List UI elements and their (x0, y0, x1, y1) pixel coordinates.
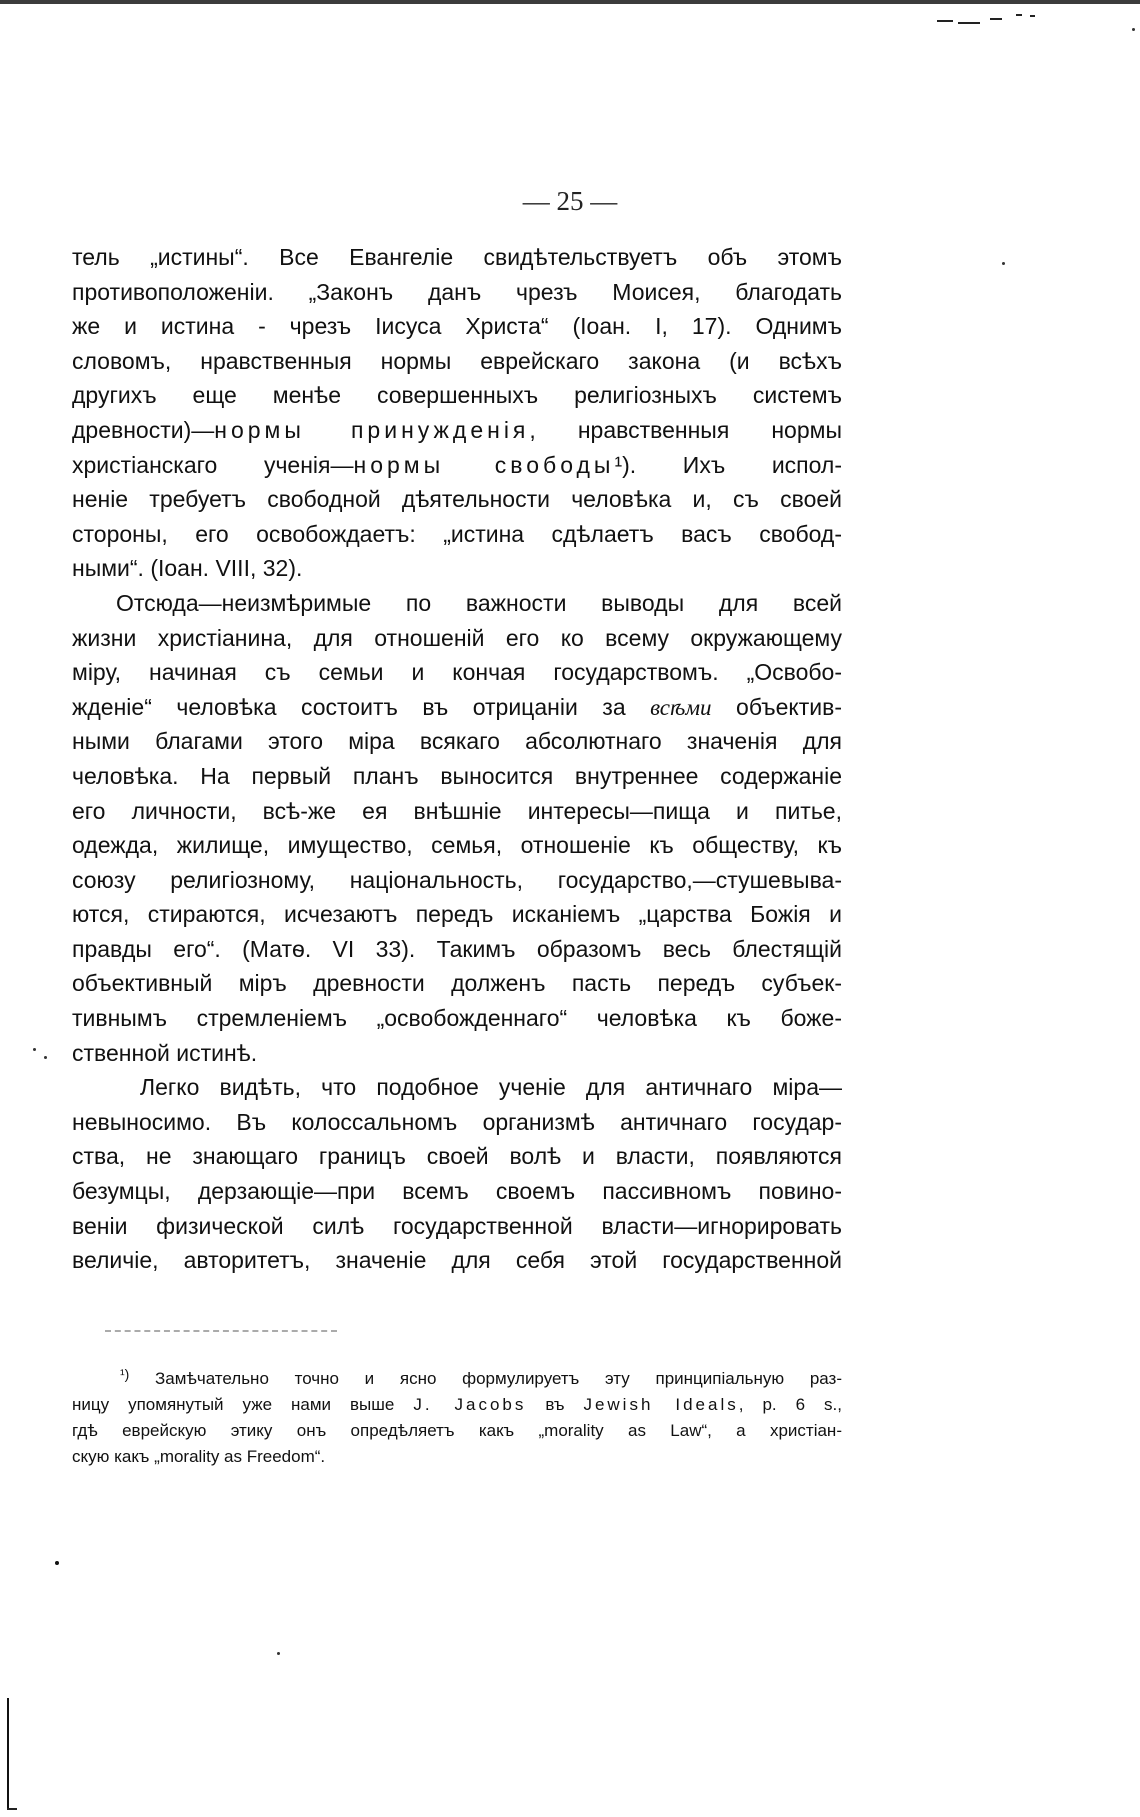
text-line: словомъ, нравственныя нормы еврейскаго закона (и всѣхъ (72, 347, 842, 374)
text-line: безумцы, дерзающіе—при всемъ своемъ пассивномъ повино- (72, 1178, 842, 1205)
text-line (72, 448, 842, 483)
scan-top-edge (0, 0, 1140, 4)
page-number: — 25 — (522, 186, 618, 216)
scan-mark (937, 20, 953, 22)
text-segment: объектив- (711, 693, 842, 720)
text-line: ства, не знающаго границъ своей волѣ и власти, появляются (72, 1143, 842, 1170)
text-line: ственной истинѣ. (72, 1039, 258, 1066)
italic-emphasis: всѣми (650, 694, 712, 720)
text-line (72, 690, 842, 725)
scan-speck (277, 1652, 280, 1655)
text-line: стороны, его освобождаетъ: „истина сдѣлаетъ васъ свобод- (72, 520, 842, 547)
text-segment: древности)— (72, 416, 215, 443)
text-segment: , p. 6 s., (738, 1395, 842, 1414)
text-segment: Замѣчательно точно и ясно формулируетъ эту принципіальную раз- (155, 1369, 842, 1388)
text-line: противоположеніи. „Законъ данъ чрезъ Моисея, благодать (72, 278, 842, 305)
spaced-emphasis: нормы принужденія (214, 416, 530, 443)
text-line: человѣка. На первый планъ выносится внутреннее содержаніе (72, 762, 842, 789)
spaced-emphasis: нормы свободы (353, 451, 615, 478)
text-line: правды его“. (Матѳ. VI 33). Такимъ образомъ весь блестящій (72, 935, 842, 962)
text-line: ными благами этого міра всякаго абсолютнаго значенія для (72, 728, 842, 755)
body-text (72, 240, 842, 1278)
text-line (72, 413, 842, 448)
scan-speck (44, 1056, 47, 1059)
spaced-emphasis: J. Jacobs (413, 1395, 527, 1414)
text-segment: жденіе“ человѣка состоитъ въ отрицаніи за (72, 693, 651, 720)
footnote-line: гдѣ еврейскую этику онъ опредѣляетъ какъ „morality as Law“, а христіан- (72, 1421, 842, 1440)
scan-left-edge (7, 1698, 9, 1810)
text-line: его личности, всѣ-же ея внѣшніе интересы—пища и питье, (72, 797, 842, 824)
text-line: же и истина - чрезъ Іисуса Христа“ (Іоан. I, 17). Однимъ (72, 313, 842, 340)
text-line: другихъ еще менѣе совершенныхъ религіозныхъ системъ (72, 382, 842, 409)
spaced-emphasis: Jewish Ideals (583, 1395, 739, 1414)
scan-mark (958, 22, 980, 24)
text-line: невыносимо. Въ колоссальномъ организмѣ античнаго государ- (72, 1108, 842, 1135)
scan-speck (1132, 28, 1135, 31)
text-line: одежда, жилище, имущество, семья, отношеніе къ обществу, къ (72, 832, 842, 859)
footnote-line (72, 1366, 842, 1392)
text-line: ными“. (Іоан. VIII, 32). (72, 555, 303, 582)
scan-mark (7, 1808, 17, 1810)
scan-speck (55, 1561, 59, 1565)
text-line: объективный міръ древности долженъ пасть передъ субъек- (72, 970, 842, 997)
text-line: веніи физической силѣ государственной власти—игнорировать (72, 1212, 842, 1239)
text-line: Отсюда—неизмѣримые по важности выводы для всей (116, 589, 842, 616)
footnote-separator (105, 1330, 337, 1332)
text-line: Легко видѣть, что подобное ученіе для античнаго міра— (140, 1074, 842, 1101)
footnote-line (72, 1392, 842, 1418)
text-line: жизни христіанина, для отношеній его ко всему окружающему (72, 624, 842, 651)
text-line: ются, стираются, исчезаютъ передъ исканіемъ „царства Божія и (72, 901, 842, 928)
scan-mark (990, 18, 1002, 20)
text-segment: ¹). Ихъ испол- (614, 451, 842, 478)
scan-speck (1002, 262, 1005, 265)
text-line: величіе, авторитетъ, значеніе для себя этой государственной (72, 1247, 842, 1274)
scan-mark (1030, 15, 1035, 17)
text-line: тель „истины“. Все Евангеліе свидѣтельствуетъ объ этомъ (72, 244, 842, 270)
scan-mark (1016, 14, 1022, 16)
text-segment: христіанскаго ученія— (72, 451, 354, 478)
text-segment: , нравственныя нормы (529, 416, 842, 443)
text-line: тивнымъ стремленіемъ „освобожденнаго“ человѣка къ боже- (72, 1005, 842, 1032)
text-line: міру, начиная съ семьи и кончая государствомъ. „Освобо- (72, 659, 842, 686)
scan-speck (33, 1048, 36, 1051)
text-segment: въ (526, 1395, 584, 1414)
footnote-mark: ¹) (120, 1366, 130, 1382)
footnote (72, 1366, 842, 1470)
text-line: союзу религіозному, національность, государство,—стушевыва- (72, 866, 842, 893)
text-line: неніе требуетъ свободной дѣятельности человѣка и, съ своей (72, 486, 842, 513)
footnote-line: скую какъ „morality as Freedom“. (72, 1447, 326, 1466)
text-segment: ницу упомянутый уже нами выше (72, 1395, 414, 1414)
